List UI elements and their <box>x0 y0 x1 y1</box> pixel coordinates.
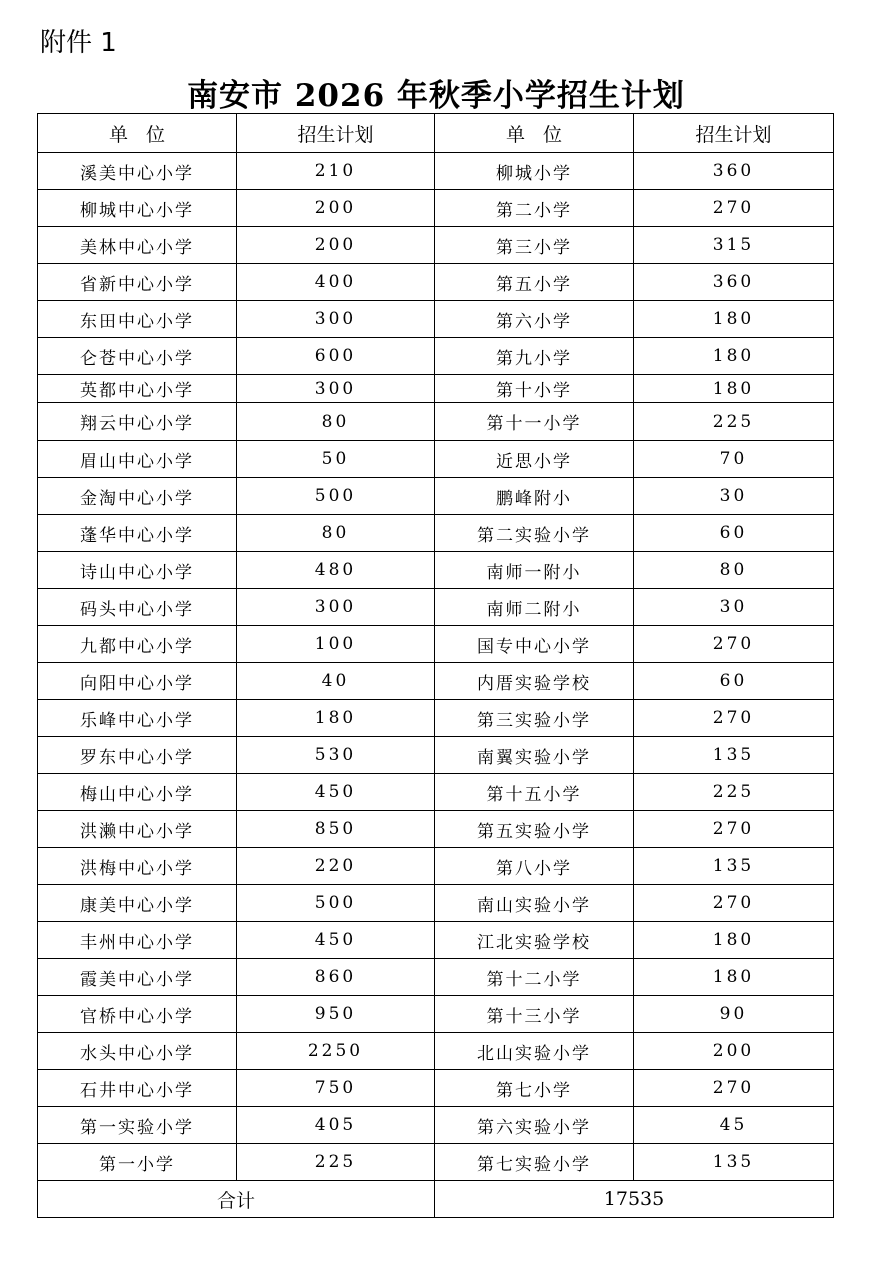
left-unit-cell: 柳城中心小学 <box>38 190 237 227</box>
right-plan-cell: 270 <box>634 811 834 848</box>
right-unit-cell: 第五实验小学 <box>435 811 634 848</box>
left-plan-cell: 225 <box>237 1144 435 1181</box>
right-plan-cell: 60 <box>634 663 834 700</box>
table-body <box>38 153 834 1181</box>
right-plan-cell: 60 <box>634 515 834 552</box>
left-unit-cell: 向阳中心小学 <box>38 663 237 700</box>
table-row <box>38 626 834 663</box>
left-unit-cell: 翔云中心小学 <box>38 403 237 441</box>
left-plan-cell: 40 <box>237 663 435 700</box>
left-unit-cell: 蓬华中心小学 <box>38 515 237 552</box>
table-row <box>38 811 834 848</box>
right-unit-cell: 第十一小学 <box>435 403 634 441</box>
left-unit-cell: 罗东中心小学 <box>38 737 237 774</box>
left-plan-cell: 405 <box>237 1107 435 1144</box>
left-plan-cell: 180 <box>237 700 435 737</box>
left-unit-cell: 诗山中心小学 <box>38 552 237 589</box>
header-unit-left: 单 位 <box>38 114 237 153</box>
left-plan-cell: 950 <box>237 996 435 1033</box>
left-unit-cell: 洪梅中心小学 <box>38 848 237 885</box>
left-plan-cell: 530 <box>237 737 435 774</box>
right-plan-cell: 135 <box>634 737 834 774</box>
right-plan-cell: 360 <box>634 264 834 301</box>
right-plan-cell: 270 <box>634 700 834 737</box>
table-row <box>38 301 834 338</box>
right-unit-cell: 第二实验小学 <box>435 515 634 552</box>
right-unit-cell: 第三实验小学 <box>435 700 634 737</box>
table-row <box>38 774 834 811</box>
table-row <box>38 848 834 885</box>
right-plan-cell: 180 <box>634 375 834 403</box>
left-plan-cell: 500 <box>237 478 435 515</box>
right-plan-cell: 270 <box>634 885 834 922</box>
table-row <box>38 737 834 774</box>
right-unit-cell: 南师一附小 <box>435 552 634 589</box>
table-row <box>38 589 834 626</box>
left-unit-cell: 金淘中心小学 <box>38 478 237 515</box>
table-row <box>38 515 834 552</box>
left-plan-cell: 300 <box>237 375 435 403</box>
header-plan-left: 招生计划 <box>237 114 435 153</box>
right-plan-cell: 180 <box>634 959 834 996</box>
right-plan-cell: 315 <box>634 227 834 264</box>
right-unit-cell: 第十五小学 <box>435 774 634 811</box>
table-row <box>38 227 834 264</box>
left-plan-cell: 750 <box>237 1070 435 1107</box>
table-row <box>38 700 834 737</box>
right-plan-cell: 180 <box>634 922 834 959</box>
left-plan-cell: 500 <box>237 885 435 922</box>
right-plan-cell: 90 <box>634 996 834 1033</box>
right-plan-cell: 270 <box>634 1070 834 1107</box>
table-row <box>38 375 834 403</box>
left-unit-cell: 康美中心小学 <box>38 885 237 922</box>
total-value: 17535 <box>435 1181 834 1218</box>
left-unit-cell: 官桥中心小学 <box>38 996 237 1033</box>
right-unit-cell: 第七小学 <box>435 1070 634 1107</box>
left-plan-cell: 80 <box>237 403 435 441</box>
left-plan-cell: 600 <box>237 338 435 375</box>
left-plan-cell: 220 <box>237 848 435 885</box>
right-plan-cell: 30 <box>634 589 834 626</box>
right-unit-cell: 第七实验小学 <box>435 1144 634 1181</box>
right-unit-cell: 第十三小学 <box>435 996 634 1033</box>
right-unit-cell: 鹏峰附小 <box>435 478 634 515</box>
left-unit-cell: 洪濑中心小学 <box>38 811 237 848</box>
right-plan-cell: 135 <box>634 1144 834 1181</box>
left-unit-cell: 乐峰中心小学 <box>38 700 237 737</box>
right-plan-cell: 225 <box>634 774 834 811</box>
right-plan-cell: 270 <box>634 190 834 227</box>
total-label: 合计 <box>38 1181 435 1218</box>
left-unit-cell: 仑苍中心小学 <box>38 338 237 375</box>
header-plan-right: 招生计划 <box>634 114 834 153</box>
left-unit-cell: 溪美中心小学 <box>38 153 237 190</box>
right-plan-cell: 45 <box>634 1107 834 1144</box>
left-unit-cell: 第一小学 <box>38 1144 237 1181</box>
right-unit-cell: 内厝实验学校 <box>435 663 634 700</box>
left-plan-cell: 2250 <box>237 1033 435 1070</box>
left-unit-cell: 第一实验小学 <box>38 1107 237 1144</box>
right-unit-cell: 南山实验小学 <box>435 885 634 922</box>
right-unit-cell: 第十小学 <box>435 375 634 403</box>
left-unit-cell: 水头中心小学 <box>38 1033 237 1070</box>
table-row <box>38 264 834 301</box>
header-unit-right: 单 位 <box>435 114 634 153</box>
left-unit-cell: 梅山中心小学 <box>38 774 237 811</box>
right-unit-cell: 第六实验小学 <box>435 1107 634 1144</box>
right-plan-cell: 225 <box>634 403 834 441</box>
right-unit-cell: 第九小学 <box>435 338 634 375</box>
right-unit-cell: 近思小学 <box>435 441 634 478</box>
right-plan-cell: 30 <box>634 478 834 515</box>
left-unit-cell: 眉山中心小学 <box>38 441 237 478</box>
left-unit-cell: 美林中心小学 <box>38 227 237 264</box>
table-row <box>38 403 834 441</box>
table-header-row <box>38 114 834 153</box>
left-plan-cell: 80 <box>237 515 435 552</box>
right-unit-cell: 第三小学 <box>435 227 634 264</box>
left-plan-cell: 850 <box>237 811 435 848</box>
page-title: 南安市 2026 年秋季小学招生计划 <box>187 78 685 114</box>
left-plan-cell: 300 <box>237 589 435 626</box>
left-plan-cell: 450 <box>237 922 435 959</box>
right-plan-cell: 135 <box>634 848 834 885</box>
left-unit-cell: 丰州中心小学 <box>38 922 237 959</box>
attachment-label: 附件 1 <box>40 28 117 58</box>
left-unit-cell: 东田中心小学 <box>38 301 237 338</box>
left-plan-cell: 100 <box>237 626 435 663</box>
table-row <box>38 1144 834 1181</box>
left-unit-cell: 九都中心小学 <box>38 626 237 663</box>
left-unit-cell: 霞美中心小学 <box>38 959 237 996</box>
left-plan-cell: 300 <box>237 301 435 338</box>
right-unit-cell: 第十二小学 <box>435 959 634 996</box>
enrollment-table <box>37 113 834 1218</box>
right-unit-cell: 第六小学 <box>435 301 634 338</box>
table-row <box>38 441 834 478</box>
right-unit-cell: 南师二附小 <box>435 589 634 626</box>
left-plan-cell: 860 <box>237 959 435 996</box>
table-row <box>38 996 834 1033</box>
left-plan-cell: 200 <box>237 227 435 264</box>
table-row <box>38 922 834 959</box>
table-row <box>38 153 834 190</box>
right-unit-cell: 江北实验学校 <box>435 922 634 959</box>
right-unit-cell: 第二小学 <box>435 190 634 227</box>
left-plan-cell: 50 <box>237 441 435 478</box>
table-row <box>38 478 834 515</box>
table-row <box>38 885 834 922</box>
table-row <box>38 1107 834 1144</box>
right-plan-cell: 270 <box>634 626 834 663</box>
table-row <box>38 338 834 375</box>
table-row <box>38 552 834 589</box>
left-unit-cell: 英都中心小学 <box>38 375 237 403</box>
left-plan-cell: 450 <box>237 774 435 811</box>
left-unit-cell: 石井中心小学 <box>38 1070 237 1107</box>
right-unit-cell: 北山实验小学 <box>435 1033 634 1070</box>
left-plan-cell: 480 <box>237 552 435 589</box>
right-plan-cell: 80 <box>634 552 834 589</box>
right-plan-cell: 180 <box>634 301 834 338</box>
right-plan-cell: 200 <box>634 1033 834 1070</box>
right-plan-cell: 70 <box>634 441 834 478</box>
right-unit-cell: 国专中心小学 <box>435 626 634 663</box>
left-plan-cell: 200 <box>237 190 435 227</box>
table-row <box>38 663 834 700</box>
table-row <box>38 190 834 227</box>
left-unit-cell: 省新中心小学 <box>38 264 237 301</box>
total-row <box>38 1181 834 1218</box>
right-unit-cell: 南翼实验小学 <box>435 737 634 774</box>
right-unit-cell: 第五小学 <box>435 264 634 301</box>
right-unit-cell: 柳城小学 <box>435 153 634 190</box>
table-row <box>38 1070 834 1107</box>
table-row <box>38 1033 834 1070</box>
left-plan-cell: 400 <box>237 264 435 301</box>
right-plan-cell: 180 <box>634 338 834 375</box>
right-plan-cell: 360 <box>634 153 834 190</box>
right-unit-cell: 第八小学 <box>435 848 634 885</box>
left-unit-cell: 码头中心小学 <box>38 589 237 626</box>
table-row <box>38 959 834 996</box>
left-plan-cell: 210 <box>237 153 435 190</box>
